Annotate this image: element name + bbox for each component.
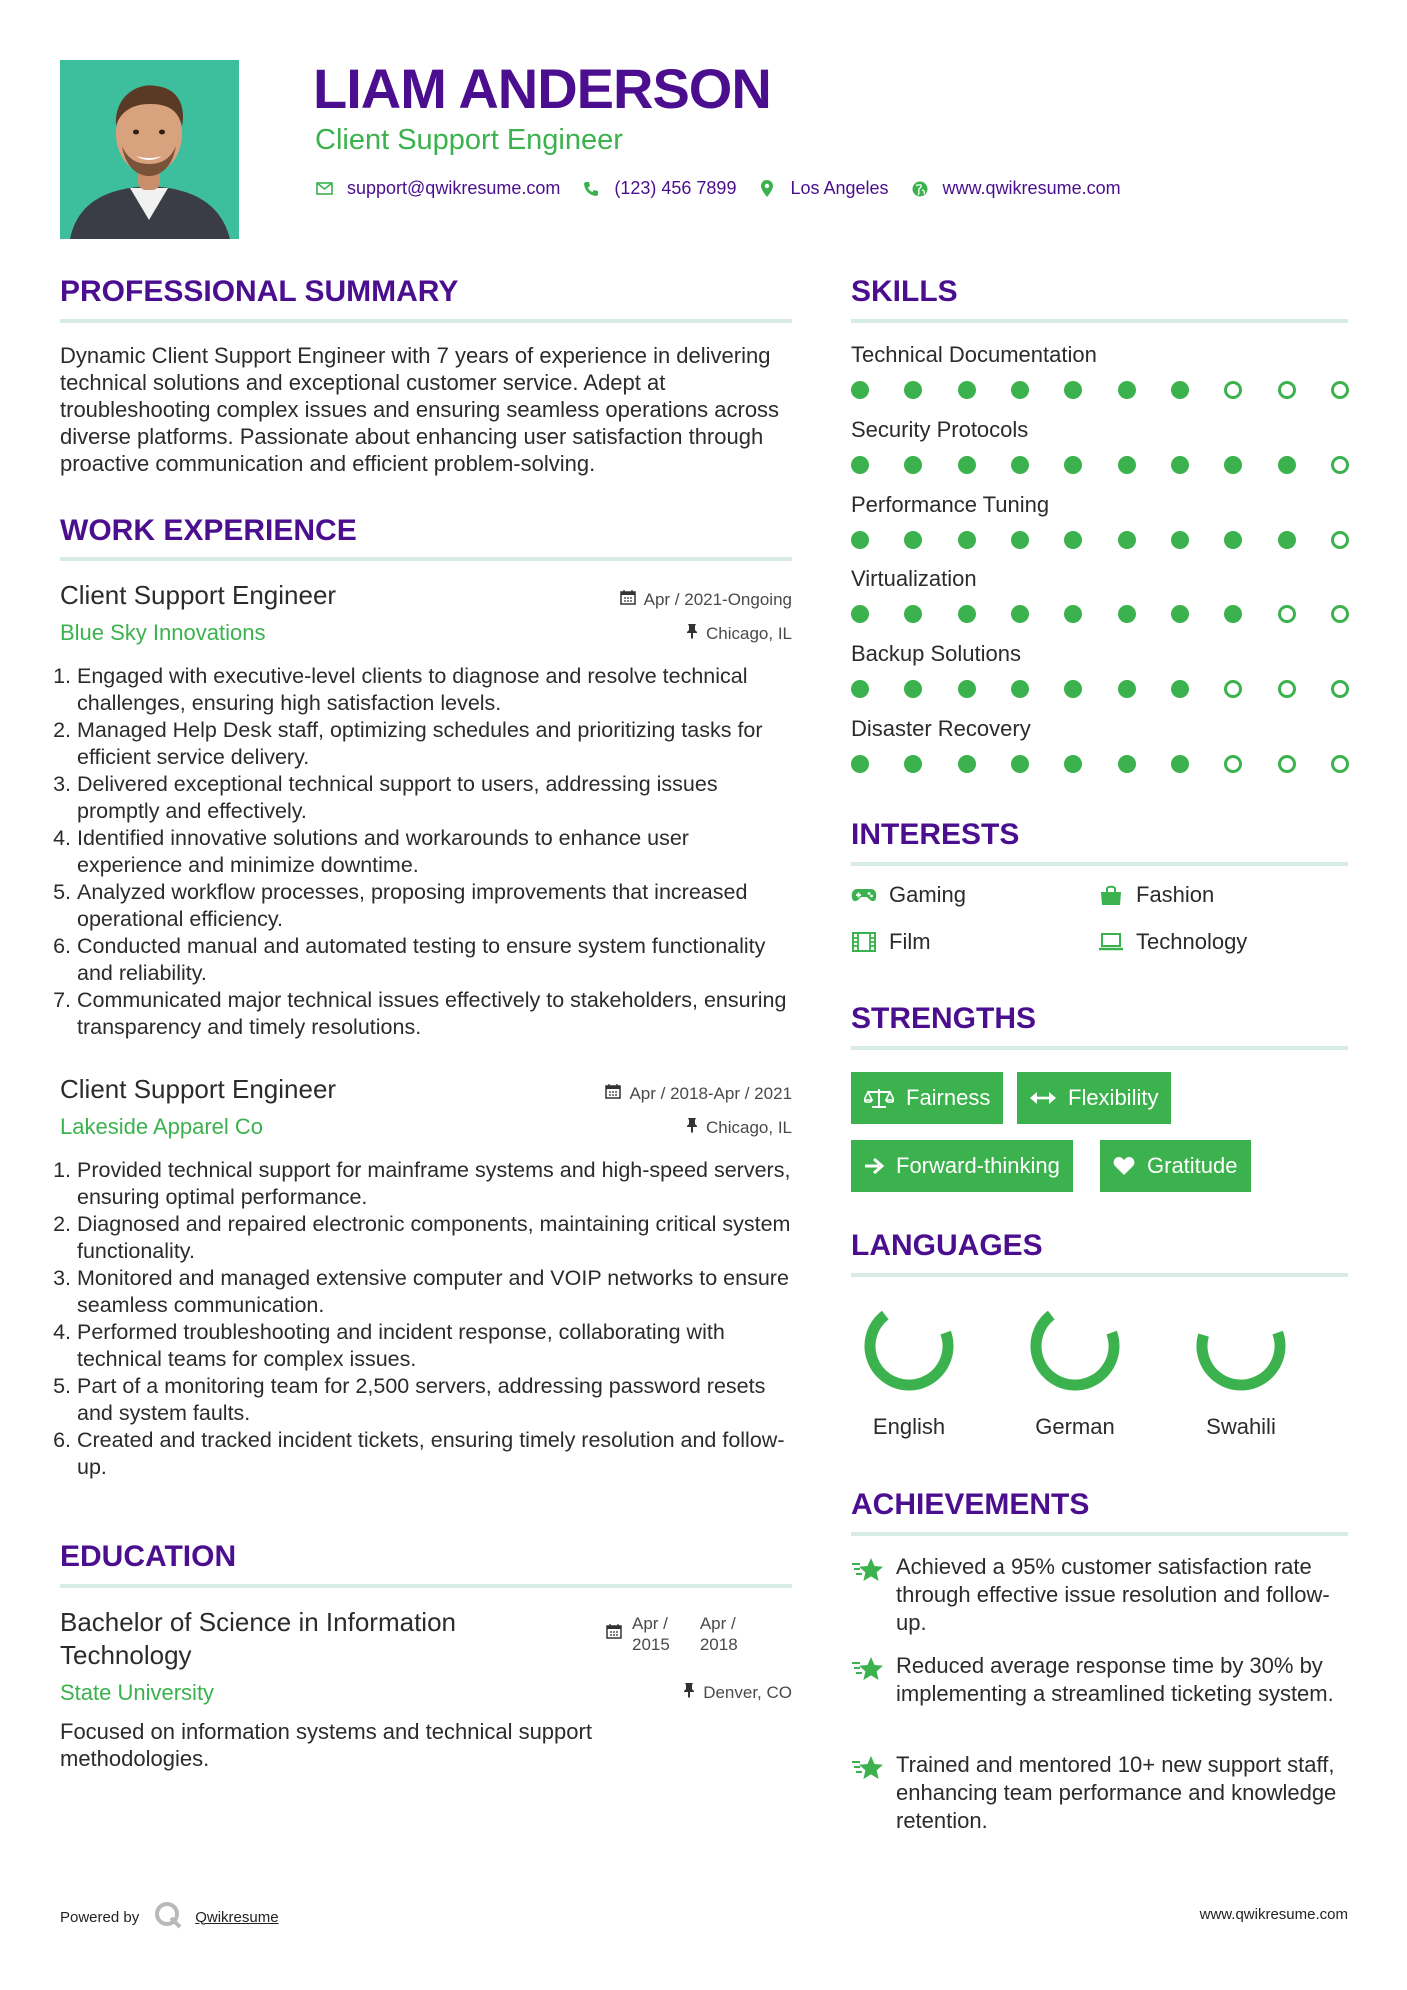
rating-dot-filled: [1171, 381, 1189, 399]
summary-text: Dynamic Client Support Engineer with 7 years of experience in delivering technical solutions and exceptional customer service. Adept at troubleshooting complex issues and ensuring seamless operations across diverse platforms. Passionate about enhancing user satisfaction through proactive communication and efficient problem-solving.: [60, 343, 780, 476]
rating-dot-filled: [904, 680, 922, 698]
language-name: German: [1035, 1414, 1115, 1439]
summary-divider: [60, 319, 792, 323]
rating-dot-filled: [1118, 531, 1136, 549]
skill-item: [851, 417, 1348, 474]
interest-item: [1098, 929, 1247, 955]
job-location: [686, 1117, 792, 1138]
language-name: English: [872, 1414, 946, 1439]
rating-dot-filled: [1171, 456, 1189, 474]
rating-dot-filled: [958, 456, 976, 474]
language-proficiency-arc: [861, 1298, 957, 1394]
rating-dot-empty: [1278, 605, 1296, 623]
footer-website[interactable]: www.qwikresume.com: [1199, 1906, 1348, 1923]
interest-item: [851, 882, 966, 908]
rating-dot-filled: [1064, 680, 1082, 698]
star-award-icon: [851, 1553, 885, 1637]
rating-dot-filled: [904, 531, 922, 549]
responsibility-item: 2. Managed Help Desk staff, optimizing schedules and prioritizing tasks for efficient service delivery.: [77, 717, 792, 771]
skill-rating: [851, 381, 1349, 399]
language-item: [849, 1298, 969, 1440]
candidate-title: Client Support Engineer: [315, 124, 623, 156]
candidate-name: LIAM ANDERSON: [313, 57, 771, 120]
language-proficiency-ring: [1193, 1298, 1289, 1394]
responsibility-item: 7. Communicated major technical issues effectively to stakeholders, ensuring transparency and timely resolutions.: [77, 987, 792, 1041]
rating-dot-filled: [1171, 531, 1189, 549]
calendar-icon: [606, 1613, 622, 1644]
responsibility-item: 3. Monitored and managed extensive computer and VOIP networks to ensure seamless communication.: [77, 1265, 792, 1319]
rating-dot-filled: [904, 381, 922, 399]
education-end-month: Apr /: [699, 1614, 736, 1633]
job-company: Lakeside Apparel Co: [60, 1114, 264, 1139]
strength-tag: [851, 1072, 1003, 1124]
rating-dot-filled: [1118, 381, 1136, 399]
strength-tag: [1100, 1140, 1251, 1192]
education-end-year: 2018: [699, 1635, 738, 1654]
rating-dot-filled: [1011, 456, 1029, 474]
job-location-text: Chicago, IL: [706, 623, 792, 643]
job-title: Client Support Engineer: [60, 580, 337, 610]
job-dates: [620, 589, 792, 610]
footer-powered-by: [60, 1900, 279, 1934]
summary-heading: PROFESSIONAL SUMMARY: [60, 275, 459, 308]
responsibility-item: 1. Engaged with executive-level clients to diagnose and resolve technical challenges, ensuring high satisfaction levels.: [77, 663, 792, 717]
rating-dot-filled: [904, 456, 922, 474]
arrows-horizontal-icon: [1030, 1091, 1056, 1105]
rating-dot-empty: [1331, 456, 1349, 474]
skill-name: Performance Tuning: [851, 492, 1050, 517]
job-dates-text: Apr / 2018-Apr / 2021: [629, 1083, 792, 1103]
rating-dot-filled: [1224, 605, 1242, 623]
achievement-text: Reduced average response time by 30% by implementing a streamlined ticketing system.: [896, 1653, 1334, 1706]
heart-icon: [1113, 1156, 1135, 1176]
education-start: [632, 1613, 670, 1655]
rating-dot-empty: [1331, 381, 1349, 399]
languages-divider: [851, 1273, 1348, 1277]
education-divider: [60, 1584, 792, 1588]
language-proficiency-arc: [1193, 1298, 1289, 1394]
star-award-icon: [851, 1751, 885, 1835]
contact-location: Los Angeles: [790, 178, 889, 198]
qwikresume-link[interactable]: Qwikresume: [195, 1908, 279, 1926]
balance-scale-icon: [864, 1087, 894, 1109]
interest-label: Technology: [1136, 929, 1248, 954]
achievements-divider: [851, 1532, 1348, 1536]
responsibility-item: 2. Diagnosed and repaired electronic components, maintaining critical system functionality.: [77, 1211, 792, 1265]
rating-dot-empty: [1278, 381, 1296, 399]
rating-dot-empty: [1224, 381, 1242, 399]
education-dates: [606, 1613, 738, 1655]
rating-dot-filled: [851, 755, 869, 773]
rating-dot-filled: [1278, 531, 1296, 549]
job-dates-text: Apr / 2021-Ongoing: [643, 589, 792, 609]
rating-dot-filled: [851, 531, 869, 549]
language-name: Swahili: [1206, 1414, 1276, 1439]
language-item: [1181, 1298, 1301, 1440]
rating-dot-filled: [851, 605, 869, 623]
rating-dot-filled: [1064, 381, 1082, 399]
achievement-item: [851, 1652, 1348, 1708]
skill-item: [851, 492, 1348, 549]
rating-dot-empty: [1224, 755, 1242, 773]
laptop-icon: [1098, 933, 1124, 951]
interest-label: Fashion: [1136, 882, 1215, 907]
job-title: Client Support Engineer: [60, 1074, 337, 1104]
rating-dot-filled: [1118, 456, 1136, 474]
rating-dot-filled: [1064, 531, 1082, 549]
degree-title-line: Bachelor of Science in Information: [60, 1607, 456, 1637]
rating-dot-filled: [1064, 605, 1082, 623]
skill-name: Virtualization: [851, 566, 977, 591]
education-location: [683, 1682, 792, 1703]
skill-rating: [851, 531, 1349, 549]
interest-item: [851, 929, 931, 955]
responsibility-item: 6. Conducted manual and automated testing to ensure system functionality and reliability.: [77, 933, 792, 987]
rating-dot-filled: [904, 605, 922, 623]
strength-tag: [851, 1140, 1073, 1192]
skill-item: [851, 641, 1348, 698]
phone-icon: [582, 181, 600, 197]
pushpin-icon: [683, 1682, 695, 1703]
skill-item: [851, 342, 1348, 399]
skill-name: Backup Solutions: [851, 641, 1021, 666]
strength-tag: [1017, 1072, 1171, 1124]
language-item: [1015, 1298, 1135, 1440]
rating-dot-filled: [1064, 456, 1082, 474]
rating-dot-filled: [904, 755, 922, 773]
skill-rating: [851, 456, 1349, 474]
skill-name: Technical Documentation: [851, 342, 1097, 367]
shopping-bag-icon: [1098, 884, 1124, 906]
rating-dot-empty: [1331, 605, 1349, 623]
qwikresume-logo-icon: [153, 1900, 183, 1934]
interest-label: Gaming: [889, 882, 967, 907]
pushpin-icon: [686, 1117, 698, 1138]
responsibility-item: 5. Part of a monitoring team for 2,500 servers, addressing password resets and system faults.: [77, 1373, 792, 1427]
rating-dot-filled: [958, 381, 976, 399]
rating-dot-filled: [1171, 605, 1189, 623]
rating-dot-filled: [958, 680, 976, 698]
globe-icon: [911, 181, 929, 197]
skill-rating: [851, 605, 1349, 623]
rating-dot-filled: [1224, 531, 1242, 549]
calendar-icon: [605, 1083, 621, 1104]
strength-label: Gratitude: [1147, 1153, 1238, 1178]
job-responsibilities: [58, 663, 792, 1041]
powered-by-label: Powered by: [60, 1908, 140, 1926]
star-award-icon: [851, 1652, 885, 1708]
skill-item: [851, 566, 1348, 623]
rating-dot-filled: [1171, 755, 1189, 773]
rating-dot-filled: [1118, 680, 1136, 698]
strength-label: Fairness: [906, 1085, 991, 1110]
skills-divider: [851, 319, 1348, 323]
school-name: State University: [60, 1680, 215, 1705]
skill-rating: [851, 680, 1349, 698]
education-start-month: Apr /: [632, 1614, 668, 1633]
job-location: [686, 623, 792, 644]
rating-dot-filled: [958, 755, 976, 773]
strengths-heading: STRENGTHS: [851, 1002, 1037, 1035]
rating-dot-empty: [1224, 680, 1242, 698]
interest-label: Film: [889, 929, 931, 954]
rating-dot-filled: [851, 680, 869, 698]
strength-label: Flexibility: [1068, 1085, 1159, 1110]
pushpin-icon: [686, 623, 698, 644]
film-icon: [851, 932, 877, 952]
profile-photo: [60, 60, 239, 239]
rating-dot-filled: [1118, 755, 1136, 773]
interest-item: [1098, 882, 1214, 908]
rating-dot-filled: [1011, 680, 1029, 698]
education-heading: EDUCATION: [60, 1540, 237, 1573]
contact-phone[interactable]: (123) 456 7899: [614, 178, 737, 198]
calendar-icon: [620, 589, 636, 610]
interests-divider: [851, 862, 1348, 866]
achievement-item: [851, 1751, 1348, 1835]
rating-dot-filled: [1224, 456, 1242, 474]
rating-dot-filled: [1011, 755, 1029, 773]
rating-dot-filled: [1278, 456, 1296, 474]
achievement-text: Achieved a 95% customer satisfaction rate through effective issue resolution and follow-up.: [896, 1554, 1330, 1635]
degree-title-line: Technology: [60, 1640, 192, 1670]
language-proficiency-arc: [1027, 1298, 1123, 1394]
contact-email[interactable]: support@qwikresume.com: [347, 178, 561, 198]
achievements-heading: ACHIEVEMENTS: [851, 1488, 1090, 1521]
job-location-text: Chicago, IL: [706, 1117, 792, 1137]
gamepad-icon: [851, 887, 877, 903]
contact-website[interactable]: www.qwikresume.com: [942, 178, 1121, 198]
achievement-text: Trained and mentored 10+ new support staff, enhancing team performance and knowledge retention.: [896, 1752, 1337, 1833]
rating-dot-filled: [1064, 755, 1082, 773]
education-description: Focused on information systems and technical support methodologies.: [60, 1719, 592, 1771]
job-company: Blue Sky Innovations: [60, 620, 266, 645]
rating-dot-filled: [958, 605, 976, 623]
language-proficiency-ring: [861, 1298, 957, 1394]
skill-name: Security Protocols: [851, 417, 1029, 442]
responsibility-item: 3. Delivered exceptional technical support to users, addressing issues promptly and effectively.: [77, 771, 792, 825]
rating-dot-empty: [1331, 531, 1349, 549]
responsibility-item: 4. Identified innovative solutions and workarounds to enhance user experience and minimize downtime.: [77, 825, 792, 879]
rating-dot-filled: [1118, 605, 1136, 623]
envelope-icon: [315, 182, 333, 195]
rating-dot-filled: [1011, 381, 1029, 399]
map-marker-icon: [758, 180, 776, 197]
skill-rating: [851, 755, 1349, 773]
responsibility-item: 4. Performed troubleshooting and incident response, collaborating with technical teams for complex issues.: [77, 1319, 792, 1373]
rating-dot-filled: [1011, 531, 1029, 549]
skill-name: Disaster Recovery: [851, 716, 1031, 741]
rating-dot-filled: [958, 531, 976, 549]
rating-dot-filled: [1171, 680, 1189, 698]
achievement-item: [851, 1553, 1348, 1637]
responsibility-item: 1. Provided technical support for mainframe systems and high-speed servers, ensuring optimal performance.: [77, 1157, 792, 1211]
rating-dot-empty: [1331, 680, 1349, 698]
education-location-text: Denver, CO: [703, 1682, 792, 1702]
arrow-right-icon: [864, 1157, 884, 1175]
education-start-year: 2015: [632, 1635, 670, 1654]
rating-dot-empty: [1278, 680, 1296, 698]
languages-heading: LANGUAGES: [851, 1229, 1043, 1262]
job-responsibilities: [58, 1157, 792, 1481]
interests-heading: INTERESTS: [851, 818, 1020, 851]
rating-dot-empty: [1331, 755, 1349, 773]
education-end: [700, 1613, 738, 1655]
skills-heading: SKILLS: [851, 275, 958, 308]
strength-label: Forward-thinking: [896, 1153, 1060, 1178]
responsibility-item: 5. Analyzed workflow processes, proposing improvements that increased operational efficiency.: [77, 879, 792, 933]
degree-title: [60, 1606, 456, 1672]
language-proficiency-ring: [1027, 1298, 1123, 1394]
rating-dot-filled: [851, 456, 869, 474]
experience-divider: [60, 557, 792, 561]
rating-dot-filled: [1011, 605, 1029, 623]
rating-dot-filled: [851, 381, 869, 399]
job-dates: [605, 1083, 792, 1104]
strengths-divider: [851, 1046, 1348, 1050]
skill-item: [851, 716, 1348, 773]
rating-dot-empty: [1278, 755, 1296, 773]
experience-heading: WORK EXPERIENCE: [60, 514, 357, 547]
responsibility-item: 6. Created and tracked incident tickets, ensuring timely resolution and follow-up.: [77, 1427, 792, 1481]
contact-bar: [315, 178, 1143, 199]
